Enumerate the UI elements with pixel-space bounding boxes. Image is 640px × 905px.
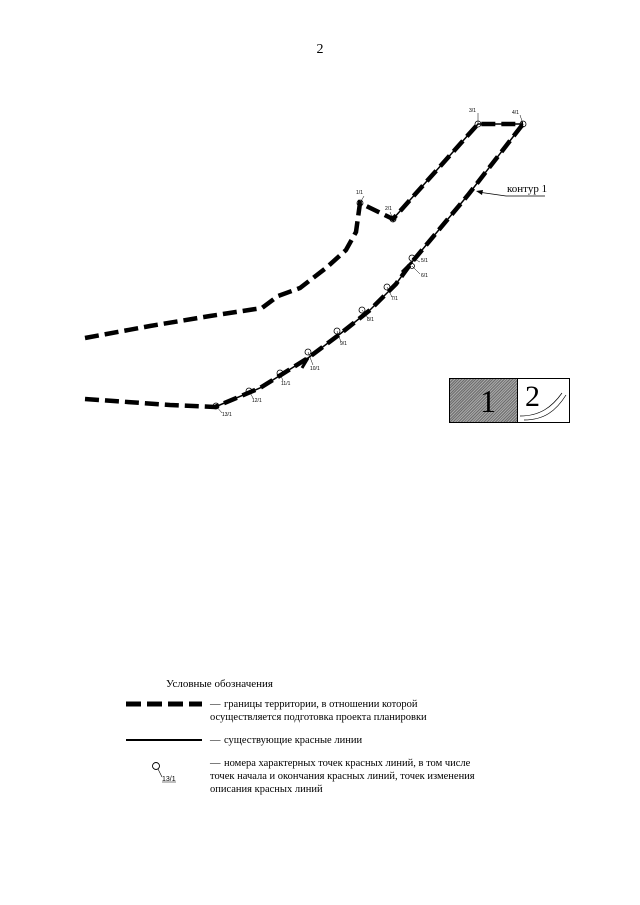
legend-text-point: номера характерных точек красных линий, в том числе точек начала и окончания красных линий, точек изменения описания красных линий — [210, 758, 475, 795]
svg-text:13/1: 13/1 — [222, 412, 232, 418]
svg-text:2/1: 2/1 — [385, 206, 392, 212]
point-marker-symbol — [150, 757, 210, 787]
svg-text:4/1: 4/1 — [512, 110, 519, 116]
territory-boundary-upper — [85, 124, 523, 338]
svg-text:9/1: 9/1 — [340, 341, 347, 347]
page-number: 2 — [316, 42, 324, 57]
svg-text:1/1: 1/1 — [356, 190, 363, 196]
contour-label: контур 1 — [507, 183, 548, 195]
point-6 — [410, 264, 429, 280]
svg-text:11/1: 11/1 — [281, 381, 291, 387]
inset-number-1: 1 — [480, 383, 496, 419]
inset-sketch — [450, 379, 571, 424]
svg-text:7/1: 7/1 — [391, 296, 398, 302]
svg-text:12/1: 12/1 — [252, 398, 262, 404]
svg-text:8/1: 8/1 — [367, 317, 374, 323]
legend-text-red-line: существующие красные линии — [224, 735, 363, 746]
legend-item-boundary: — границы территории, в отношении которой осуществляется подготовка проекта планировки — [124, 698, 484, 724]
svg-text:3/1: 3/1 — [469, 108, 476, 114]
inset-number-2: 2 — [525, 380, 540, 413]
legend-text-boundary: границы территории, в отношении которой осуществляется подготовка проекта планировки — [210, 699, 427, 723]
inset-key-map — [449, 378, 570, 423]
svg-text:6/1: 6/1 — [421, 273, 428, 279]
svg-text:5/1: 5/1 — [421, 258, 428, 264]
contour-arrow — [476, 190, 483, 195]
legend-item-red-line: — существующие красные линии — [124, 734, 484, 748]
red-line-symbol — [124, 735, 204, 745]
point-marker-label: 13/1 — [162, 776, 176, 783]
legend-item-point: 13/1 — номера характерных точек красных линий, в том числе точек начала и окончания красных линий, точек изменения описания красных линий — [124, 757, 484, 797]
svg-text:10/1: 10/1 — [310, 366, 320, 372]
red-line-lower — [215, 124, 523, 407]
boundary-line-symbol — [124, 699, 204, 709]
legend-title: Условные обозначения — [166, 678, 273, 690]
